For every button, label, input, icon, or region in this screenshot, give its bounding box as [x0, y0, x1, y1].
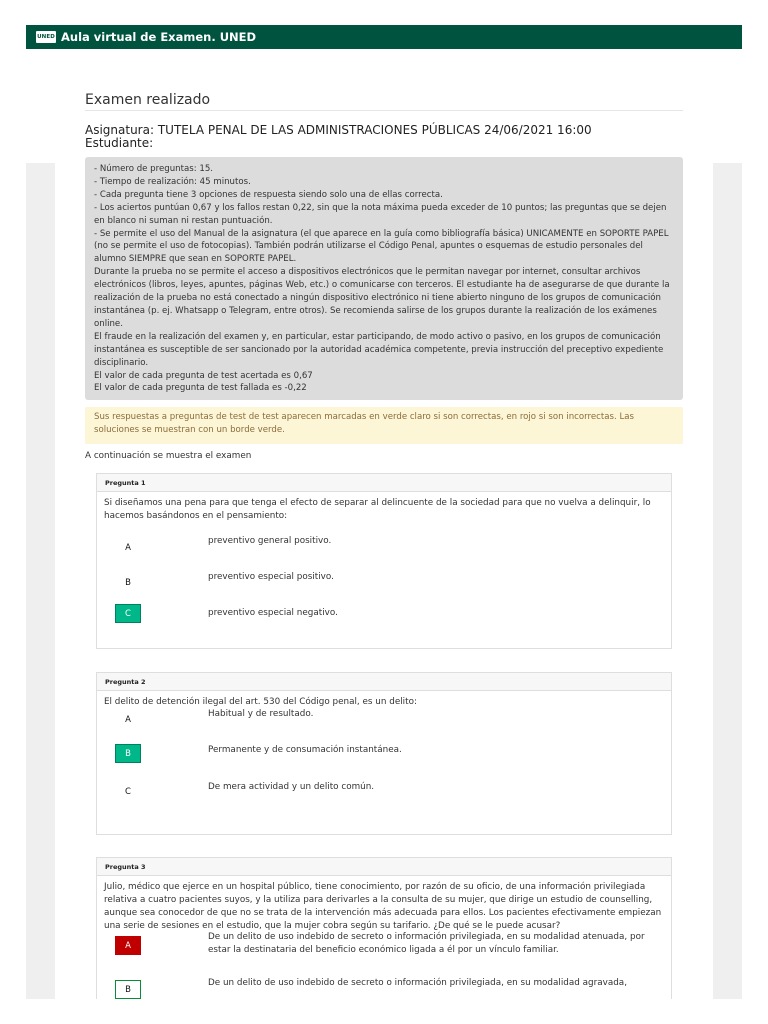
option-text: De un delito de uso indebido de secreto o información privilegiada, en su modalidad atenuada, por estar la destinataria del beneficio económico ligada a él por un vínculo familiar.	[208, 932, 645, 955]
option-text: preventivo especial positivo.	[208, 572, 334, 582]
question-number: Pregunta 3	[97, 858, 671, 876]
instructions-panel	[85, 157, 683, 400]
question-text: Julio, médico que ejerce en un hospital público, tiene conocimiento, por razón de su oficio, de una información privilegiada relativa a cuatro pacientes suyos, y la utiliza para derivarles a la consulta de su mujer, que dirige un estudio de counselling, aunque sea conocedor de que no se trata de la intervención más adecuada para ellos. Los pacientes efectivamente empiezan una serie de sesiones en el estudio, que la mujer cobra según su tarifario. ¿De qué se le puede acusar?	[104, 882, 662, 931]
option-letter-correct: C	[115, 604, 141, 623]
option-text: De un delito de uso indebido de secreto o información privilegiada, en su modalidad agravada,	[208, 978, 627, 988]
instruction-line: Durante la prueba no se permite el acceso a dispositivos electrónicos que le permitan navegar por internet, consultar archivos electrónicos (libros, leyes, apuntes, páginas Web, etc.) o comunicarse con terceros. El estudiante ha de asegurarse de que durante la realización de la prueba no está conectado a ningún dispositivo electrónico ni tiene abierto ninguno de los grupos de comunicación instantánea (p. ej. Whatsapp o Telegram, entre otros). Se recomienda salirse de los grupos durante la realización de los exámenes online.	[94, 267, 670, 329]
option-text: De mera actividad y un delito común.	[208, 782, 375, 792]
option-letter: B	[125, 577, 131, 588]
question-card	[96, 672, 672, 835]
instruction-line: El valor de cada pregunta de test acertada es 0,67	[94, 370, 313, 381]
exam-intro-text: A continuación se muestra el examen	[85, 451, 252, 461]
right-margin-panel	[713, 163, 742, 999]
question-card	[96, 857, 672, 999]
uned-logo: UNED	[36, 31, 56, 43]
option-letter: C	[125, 786, 131, 797]
question-text: Si diseñamos una pena para que tenga el efecto de separar al delincuente de la sociedad para que no vuelva a delinquir, lo hacemos basándonos en el pensamiento:	[104, 498, 651, 521]
option-letter-wrong: A	[115, 936, 141, 955]
option-letter-correct: B	[115, 744, 141, 763]
question-card	[96, 473, 672, 649]
student-line: Estudiante:	[85, 136, 154, 150]
instruction-line: - Los aciertos puntúan 0,67 y los fallos restan 0,22, sin que la nota máxima pueda exceder de 10 puntos; las preguntas que se dejen en blanco ni suman ni restan puntuación.	[94, 202, 667, 226]
instruction-line: - Se permite el uso del Manual de la asignatura (el que aparece en la guía como bibliografía básica) UNICAMENTE en SOPORTE PAPEL (no se permite el uso de fotocopias). También podrán utilizarse el Código Penal, apuntes o esquemas de estudio personales del alumno SIEMPRE que sean en SOPORTE PAPEL.	[94, 228, 669, 265]
subject-line: Asignatura: TUTELA PENAL DE LAS ADMINISTRACIONES PÚBLICAS 24/06/2021 16:00	[85, 123, 592, 137]
question-text: El delito de detención ilegal del art. 530 del Código penal, es un delito:	[104, 697, 417, 707]
option-letter: A	[125, 542, 131, 553]
option-text: Habitual y de resultado.	[208, 709, 314, 719]
left-margin-panel	[26, 163, 55, 999]
option-text: preventivo especial negativo.	[208, 608, 338, 618]
top-header-bar	[26, 25, 742, 49]
instruction-line: - Cada pregunta tiene 3 opciones de respuesta siendo solo una de ellas correcta.	[94, 189, 443, 200]
instruction-line: - Número de preguntas: 15.	[94, 164, 214, 174]
question-number: Pregunta 2	[97, 673, 671, 691]
results-notice: Sus respuestas a preguntas de test de test aparecen marcadas en verde claro si son correctas, en rojo si son incorrectas. Las soluciones se muestran con un borde verde.	[85, 407, 683, 444]
option-letter: A	[125, 714, 131, 725]
instruction-line: El fraude en la realización del examen y, en particular, estar participando, de modo activo o pasivo, en los grupos de comunicación instantánea es susceptible de ser sancionado por la autoridad académica competente, previa instrucción del preceptivo expediente disciplinario.	[94, 331, 664, 368]
header-title: Aula virtual de Examen. UNED	[61, 30, 257, 44]
question-number: Pregunta 1	[97, 474, 671, 492]
option-text: Permanente y de consumación instantánea.	[208, 745, 402, 755]
instruction-line: - Tiempo de realización: 45 minutos.	[94, 176, 251, 187]
exam-info	[85, 124, 592, 150]
option-text: preventivo general positivo.	[208, 536, 332, 546]
page-title: Examen realizado	[85, 92, 683, 111]
option-letter-solution: B	[115, 980, 141, 999]
instruction-line: El valor de cada pregunta de test fallada es -0,22	[94, 383, 307, 394]
